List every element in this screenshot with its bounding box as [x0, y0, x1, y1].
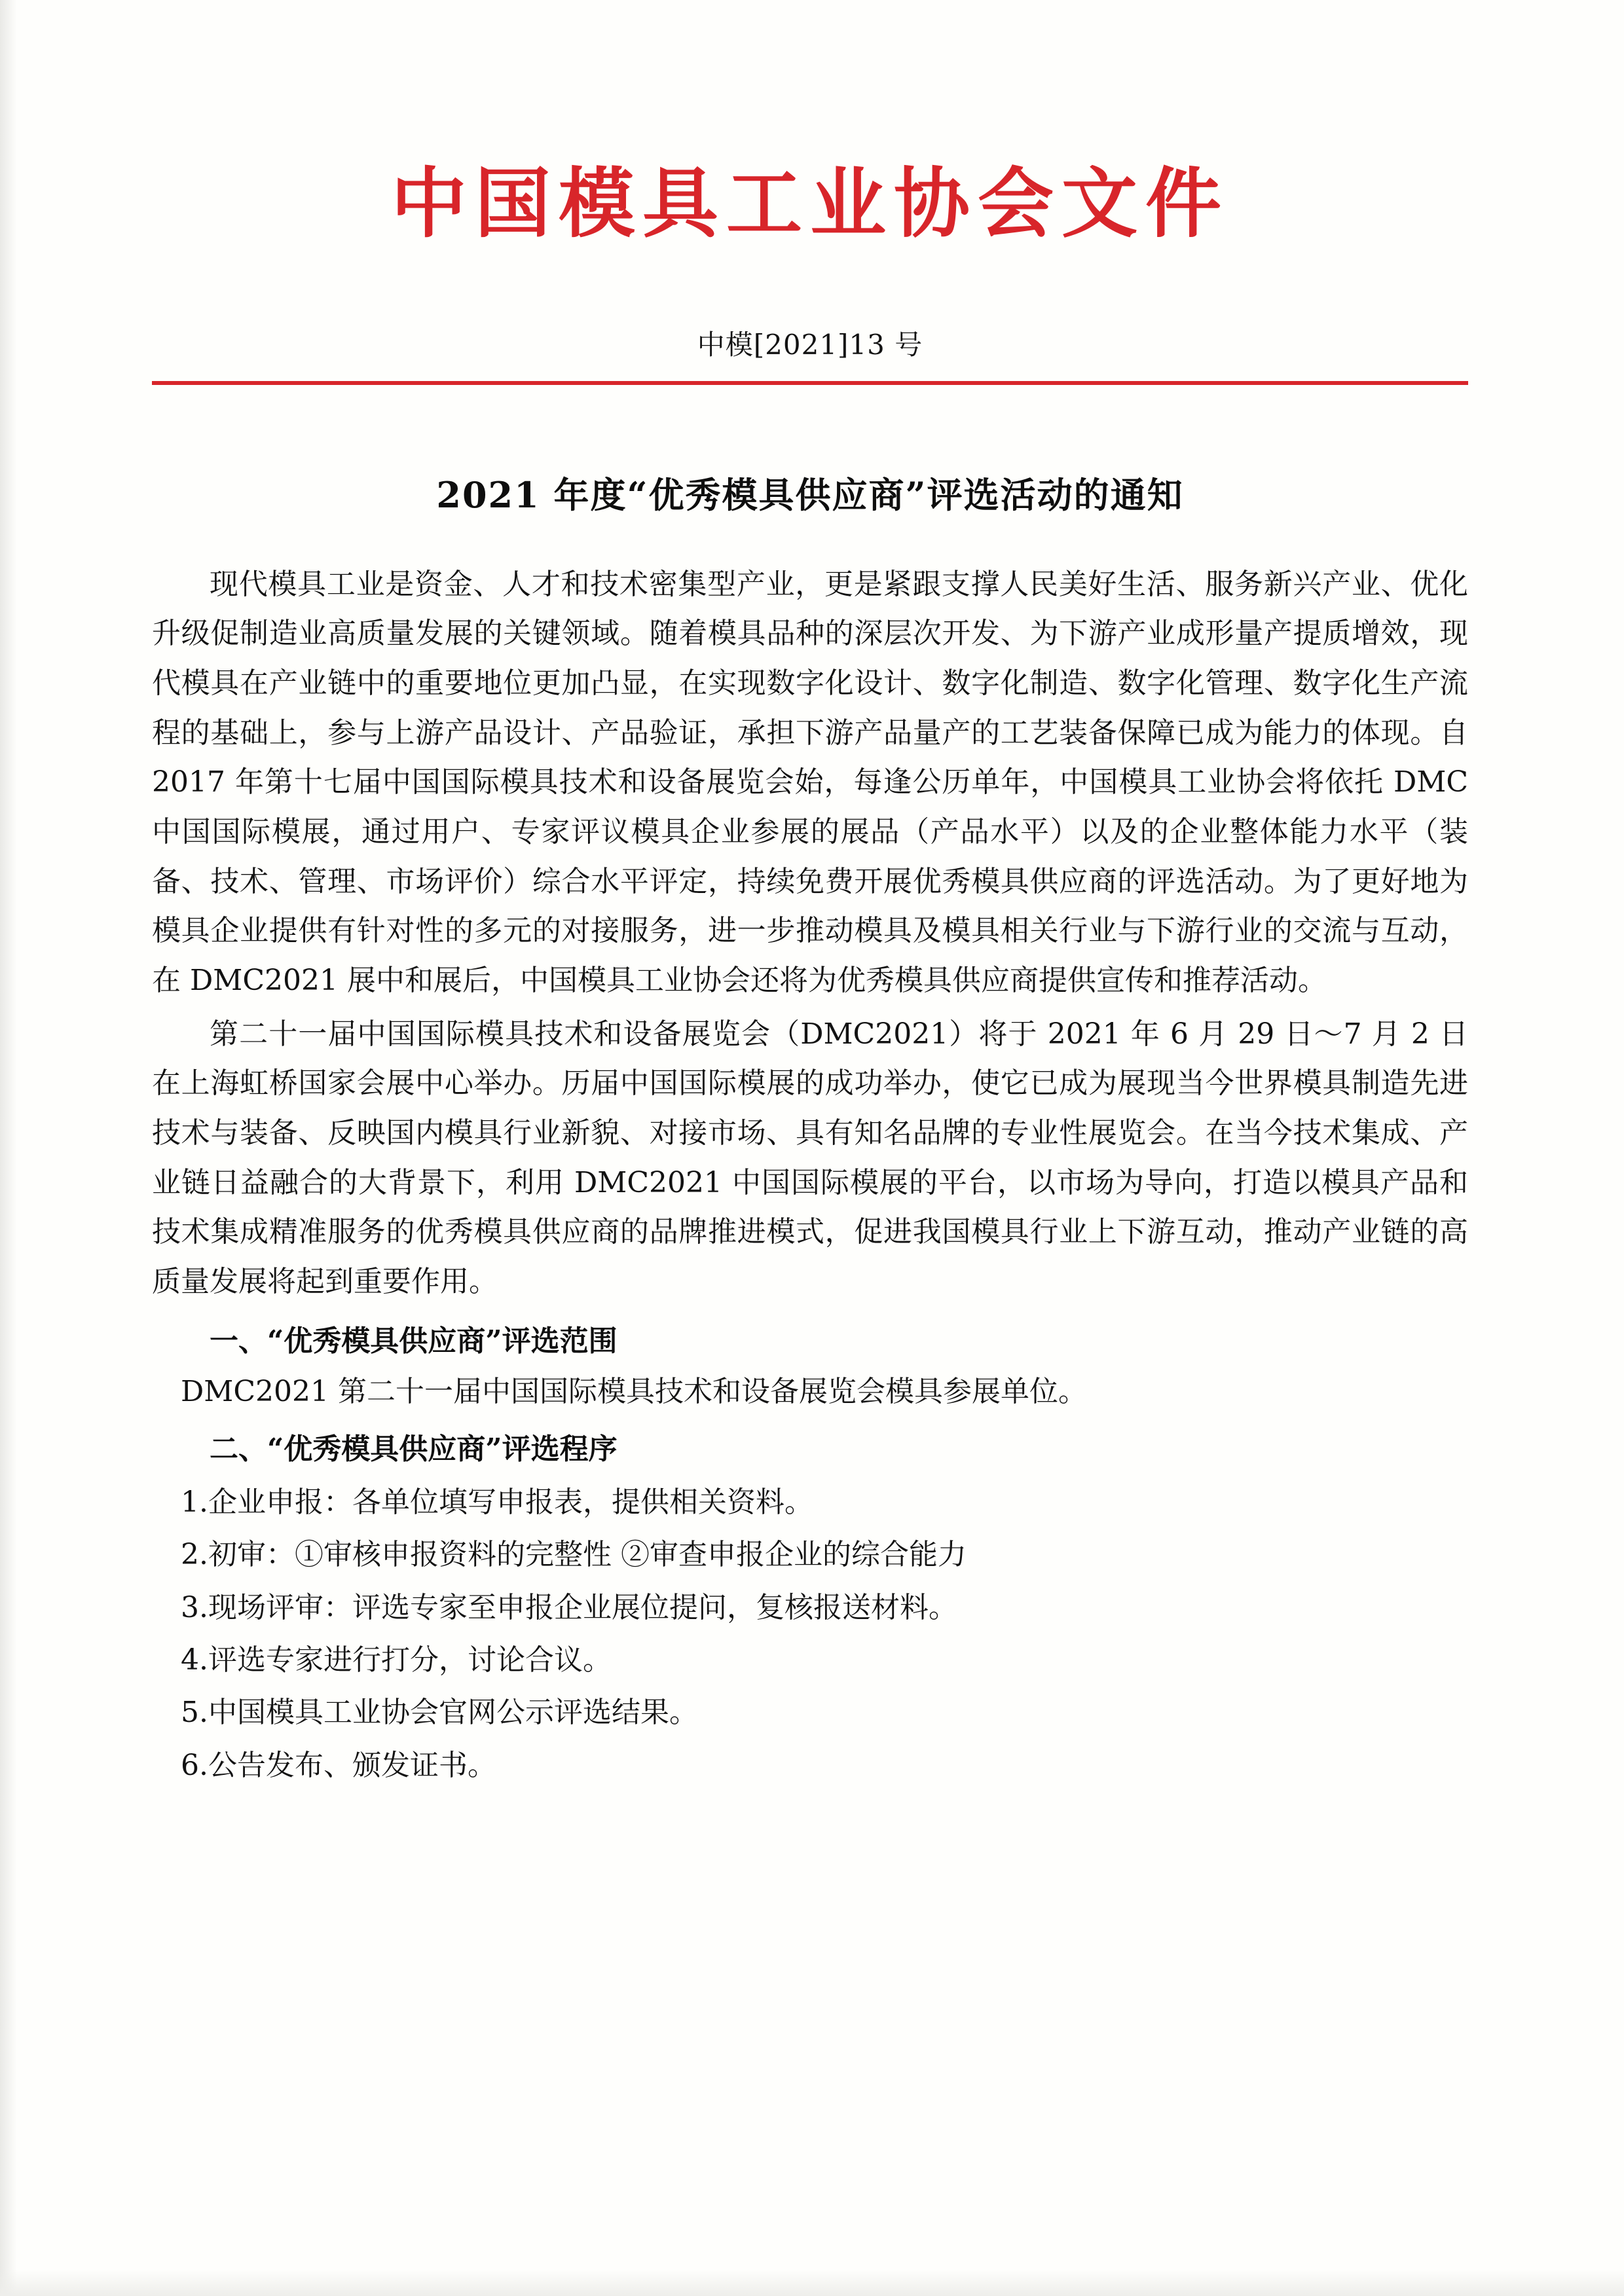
- section-heading: 二、“优秀模具供应商”评选程序: [210, 1432, 618, 1467]
- section-procedure: [152, 1427, 1468, 1789]
- list-item: 2.初审：①审核申报资料的完整性 ②审查申报企业的综合能力: [181, 1538, 967, 1572]
- list-item: 6.公告发布、颁发证书。: [181, 1748, 496, 1782]
- body-text: [152, 560, 1468, 1789]
- list-item: 1.企业申报：各单位填写申报表，提供相关资料。: [181, 1485, 813, 1519]
- list-item: 5.中国模具工业协会官网公示评选结果。: [181, 1696, 698, 1730]
- page-title: 2021 年度“优秀模具供应商”评选活动的通知: [436, 473, 1184, 516]
- list-item: 3.现场评审：评选专家至申报企业展位提问，复核报送材料。: [181, 1590, 957, 1624]
- red-divider-rule: [152, 381, 1468, 385]
- section-heading: 一、“优秀模具供应商”评选范围: [210, 1324, 618, 1358]
- section-line: DMC2021 第二十一届中国国际模具技术和设备展览会模具参展单位。: [181, 1375, 1087, 1409]
- document-number: 中模[2021]13 号: [697, 328, 923, 361]
- section-scope: [152, 1319, 1468, 1415]
- list-item: 4.评选专家进行打分，讨论合议。: [181, 1643, 612, 1677]
- paragraph: 第二十一届中国国际模具技术和设备展览会（DMC2021）将于 2021 年 6 月 29 日～7 月 2 日在上海虹桥国家会展中心举办。历届中国国际模展的成功举办，使它已成为展现当今世界模具制造先进技术与装备、反映国内模具行业新貌、对接市场、具有知名品牌的专业性展览会。在当今技术集成、产业链日益融合的大背景下，利用 DMC2021 中国国际模展的平台，以市场为导向，打造以模具产品和技术集成精准服务的优秀模具供应商的品牌推进模式，促进我国模具行业上下游互动，推动产业链的高质量发展将起到重要作用。: [152, 1017, 1468, 1298]
- document-content: [152, 0, 1468, 1795]
- organization-header-title: 中国模具工业协会文件: [391, 159, 1229, 248]
- paragraph: 现代模具工业是资金、人才和技术密集型产业，更是紧跟支撑人民美好生活、服务新兴产业、优化升级促制造业高质量发展的关键领域。随着模具品种的深层次开发、为下游产业成形量产提质增效，现代模具在产业链中的重要地位更加凸显，在实现数字化设计、数字化制造、数字化管理、数字化生产流程的基础上，参与上游产品设计、产品验证，承担下游产品量产的工艺装备保障已成为能力的体现。自 2017 年第十七届中国国际模具技术和设备展览会始，每逢公历单年，中国模具工业协会将依托 DMC 中国国际模展，通过用户、专家评议模具企业参展的展品（产品水平）以及的企业整体能力水平（装备、技术、管理、市场评价）综合水平评定，持续免费开展优秀模具供应商的评选活动。为了更好地为模具企业提供有针对性的多元的对接服务，进一步推动模具及模具相关行业与下游行业的交流与互动，在 DMC2021 展中和展后，中国模具工业协会还将为优秀模具供应商提供宣传和推荐活动。: [152, 567, 1468, 997]
